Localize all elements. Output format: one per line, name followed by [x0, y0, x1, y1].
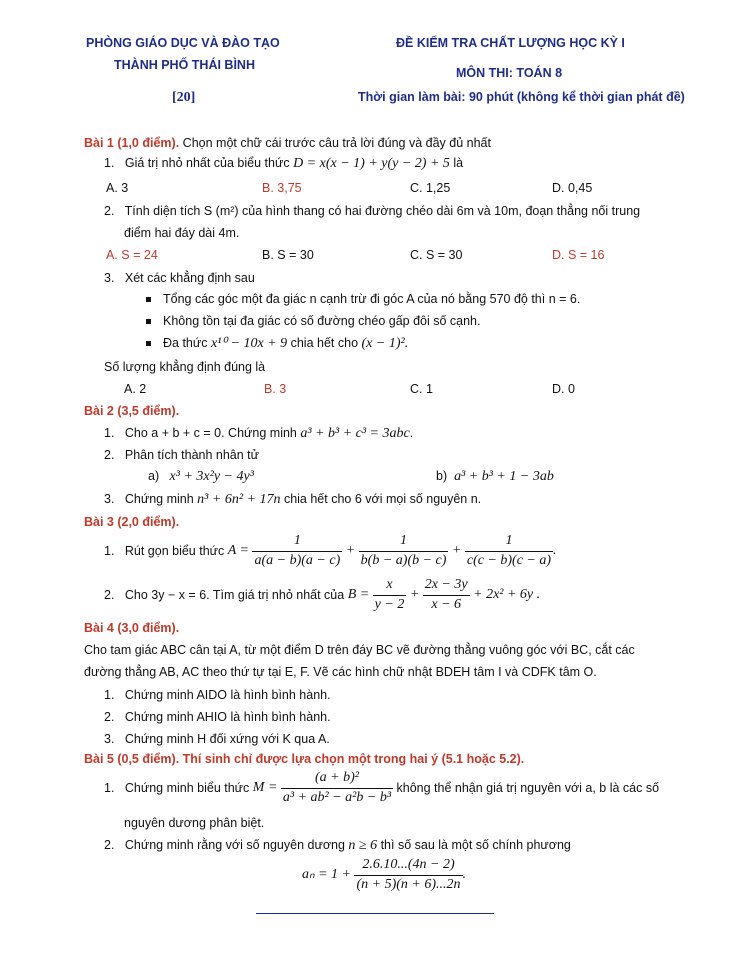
bai4-item: 1. Chứng minh AIDO là hình bình hành.: [104, 688, 331, 702]
bai1-title: Bài 1 (1,0 điểm).: [84, 136, 180, 150]
bai4-item: 2. Chứng minh AHIO là hình bình hành.: [104, 710, 331, 724]
fraction: $\frac{\text{(a + b)²}}{\text{a³ + ab² − a²b − b³}}$: [282, 770, 392, 805]
math-expression: x³ + 3x²y − 4y³: [169, 469, 254, 484]
bullet-square-icon: [146, 319, 151, 324]
bai5-q1-line2: nguyên dương phân biệt.: [124, 816, 265, 830]
fraction: $\frac{x}{y - 2}$: [374, 577, 405, 612]
bai4-text-line2: đường thẳng AB, AC theo thứ tự tại E, F. Vẽ các hình chữ nhật BDEH tâm I và CDFK tâm O.: [84, 665, 597, 679]
bai1-q2-line2: điểm hai đáy dài 4m.: [124, 226, 240, 240]
exam-title: ĐỀ KIỂM TRA CHẤT LƯỢNG HỌC KỲ I: [396, 36, 625, 50]
q-text: Xét các khẳng định sau: [124, 271, 255, 285]
bai2-q2: 2. Phân tích thành nhân tử: [104, 448, 260, 462]
bai1-q1-option-b: B. 3,75: [262, 181, 302, 195]
bai3-title: Bài 3 (2,0 điểm).: [84, 515, 180, 529]
bai1-q3: [104, 271, 255, 285]
q-number: 3.: [104, 271, 115, 285]
department-name: PHÒNG GIÁO DỤC VÀ ĐÀO TẠO: [86, 36, 280, 50]
math-expression: n ≥ 6: [348, 838, 378, 853]
q-number: 1.: [104, 156, 115, 170]
bai1-q3-option-a: A. 2: [124, 382, 147, 396]
bai1-q3-bullet2: Không tồn tại đa giác có số đường chéo gấp đôi số cạnh.: [146, 314, 480, 328]
bai1-q3-option-d: D. 0: [552, 382, 575, 396]
bai1-q2-option-d: D. S = 16: [552, 248, 605, 262]
q-text: Giá trị nhỏ nhất của biểu thức: [124, 156, 290, 170]
bai5-title: Bài 5 (0,5 điểm). Thí sinh chỉ được lựa chọn một trong hai ý (5.1 hoặc 5.2).: [84, 752, 525, 766]
bai1-q1: [104, 156, 463, 172]
bai3-q1: 1. Rút gọn biểu thức A = $\frac{1}{a(a - b)(a - c)}$ + $\frac{1}{b(b - a)(b - c)}$ + $\frac{1}{c(c - b)(c - a)}$ .: [104, 533, 557, 568]
bai1-q3-bullet3: Đa thức x¹⁰ − 10x + 9 chia hết cho (x − 1)².: [146, 335, 408, 352]
bullet-square-icon: [146, 297, 151, 302]
math-expression: a³ + b³ + 1 − 3ab: [454, 469, 554, 484]
fraction: $\frac{2.6.10...(4n - 2)}{(n + 5)(n + 6)...2n}$: [356, 857, 461, 892]
math-expression: (x − 1)².: [361, 336, 409, 351]
bai4-title: Bài 4 (3,0 điểm).: [84, 621, 180, 635]
bai1-q3-bullet1: Tổng các góc một đa giác n cạnh trừ đi góc A của nó bằng 570 độ thì n = 6.: [146, 292, 580, 306]
exam-code: [20]: [172, 90, 196, 105]
q-tail: là: [453, 156, 464, 170]
math-expression: a³ + b³ + c³ = 3abc: [300, 426, 410, 441]
math-expression: x¹⁰ − 10x + 9: [210, 336, 288, 351]
bai1-q2-option-c: C. S = 30: [410, 248, 463, 262]
bai2-q2b: b) a³ + b³ + 1 − 3ab: [436, 469, 554, 484]
q-text: Tính diện tích S (m²) của hình thang có hai đường chéo dài 6m và 10m, đoạn thẳng nối trung: [124, 204, 641, 218]
bai1-heading: [84, 136, 491, 150]
fraction: $\frac{1}{c(c - b)(c - a)}$: [466, 533, 552, 568]
bai1-q3-ask: Số lượng khẳng định đúng là: [104, 360, 266, 374]
fraction: $\frac{2x - 3y}{x - 6}$: [424, 577, 468, 612]
bai1-q3-option-b: B. 3: [264, 382, 287, 396]
bai5-q1: 1. Chứng minh biểu thức M = $\frac{\text{(a + b)²}}{\text{a³ + ab² − a²b − b³}}$ không thể nhận giá trị nguyên với a, b là các số: [104, 770, 660, 805]
q-number: 2.: [104, 204, 115, 218]
end-divider: [256, 913, 494, 914]
fraction: $\frac{1}{b(b - a)(b - c)}$: [360, 533, 447, 568]
bai1-q1-option-a: A. 3: [106, 181, 129, 195]
city-name: THÀNH PHỐ THÁI BÌNH: [114, 58, 255, 72]
bai2-q2a: a) x³ + 3x²y − 4y³: [148, 469, 254, 484]
bai5-an-formula: aₙ = 1 + $\frac{2.6.10...(4n - 2)}{(n + 5)(n + 6)...2n}$ .: [302, 857, 467, 892]
bai1-q1-option-c: C. 1,25: [410, 181, 451, 195]
bai2-title: Bài 2 (3,5 điểm).: [84, 404, 180, 418]
bai5-q2: 2. Chứng minh rằng với số nguyên dương n ≥ 6 thì số sau là một số chính phương: [104, 838, 571, 853]
bai1-q1-option-d: D. 0,45: [552, 181, 593, 195]
bai1-q2-option-a: A. S = 24: [106, 248, 158, 262]
math-expression: D = x(x − 1) + y(y − 2) + 5: [293, 156, 450, 171]
bai1-q2-line1: [104, 204, 640, 218]
exam-duration: Thời gian làm bài: 90 phút (không kể thời gian phát đề): [358, 90, 685, 104]
bai1-q2-option-b: B. S = 30: [262, 248, 314, 262]
exam-subject: MÔN THI: TOÁN 8: [456, 66, 563, 80]
math-expression: n³ + 6n² + 17n: [197, 492, 281, 507]
bai4-item: 3. Chứng minh H đối xứng với K qua A.: [104, 732, 330, 746]
bai1-q3-option-c: C. 1: [410, 382, 433, 396]
bullet-square-icon: [146, 341, 151, 346]
bai4-text-line1: Cho tam giác ABC cân tại A, từ một điểm D trên đáy BC vẽ đường thẳng vuông góc với BC, cắt các: [84, 643, 635, 657]
fraction: $\frac{1}{a(a - b)(a - c)}$: [254, 533, 341, 568]
bai1-intro: Chọn một chữ cái trước câu trả lời đúng và đầy đủ nhất: [182, 136, 491, 150]
bai2-q3: 3. Chứng minh n³ + 6n² + 17n chia hết cho 6 với mọi số nguyên n.: [104, 492, 482, 507]
bai3-q2: 2. Cho 3y − x = 6. Tìm giá trị nhỏ nhất của B = $\frac{x}{y - 2}$ + $\frac{2x - 3y}{x - 6}$ + 2x² + 6y .: [104, 577, 541, 612]
bai2-q1: 1. Cho a + b + c = 0. Chứng minh a³ + b³ + c³ = 3abc.: [104, 426, 414, 441]
